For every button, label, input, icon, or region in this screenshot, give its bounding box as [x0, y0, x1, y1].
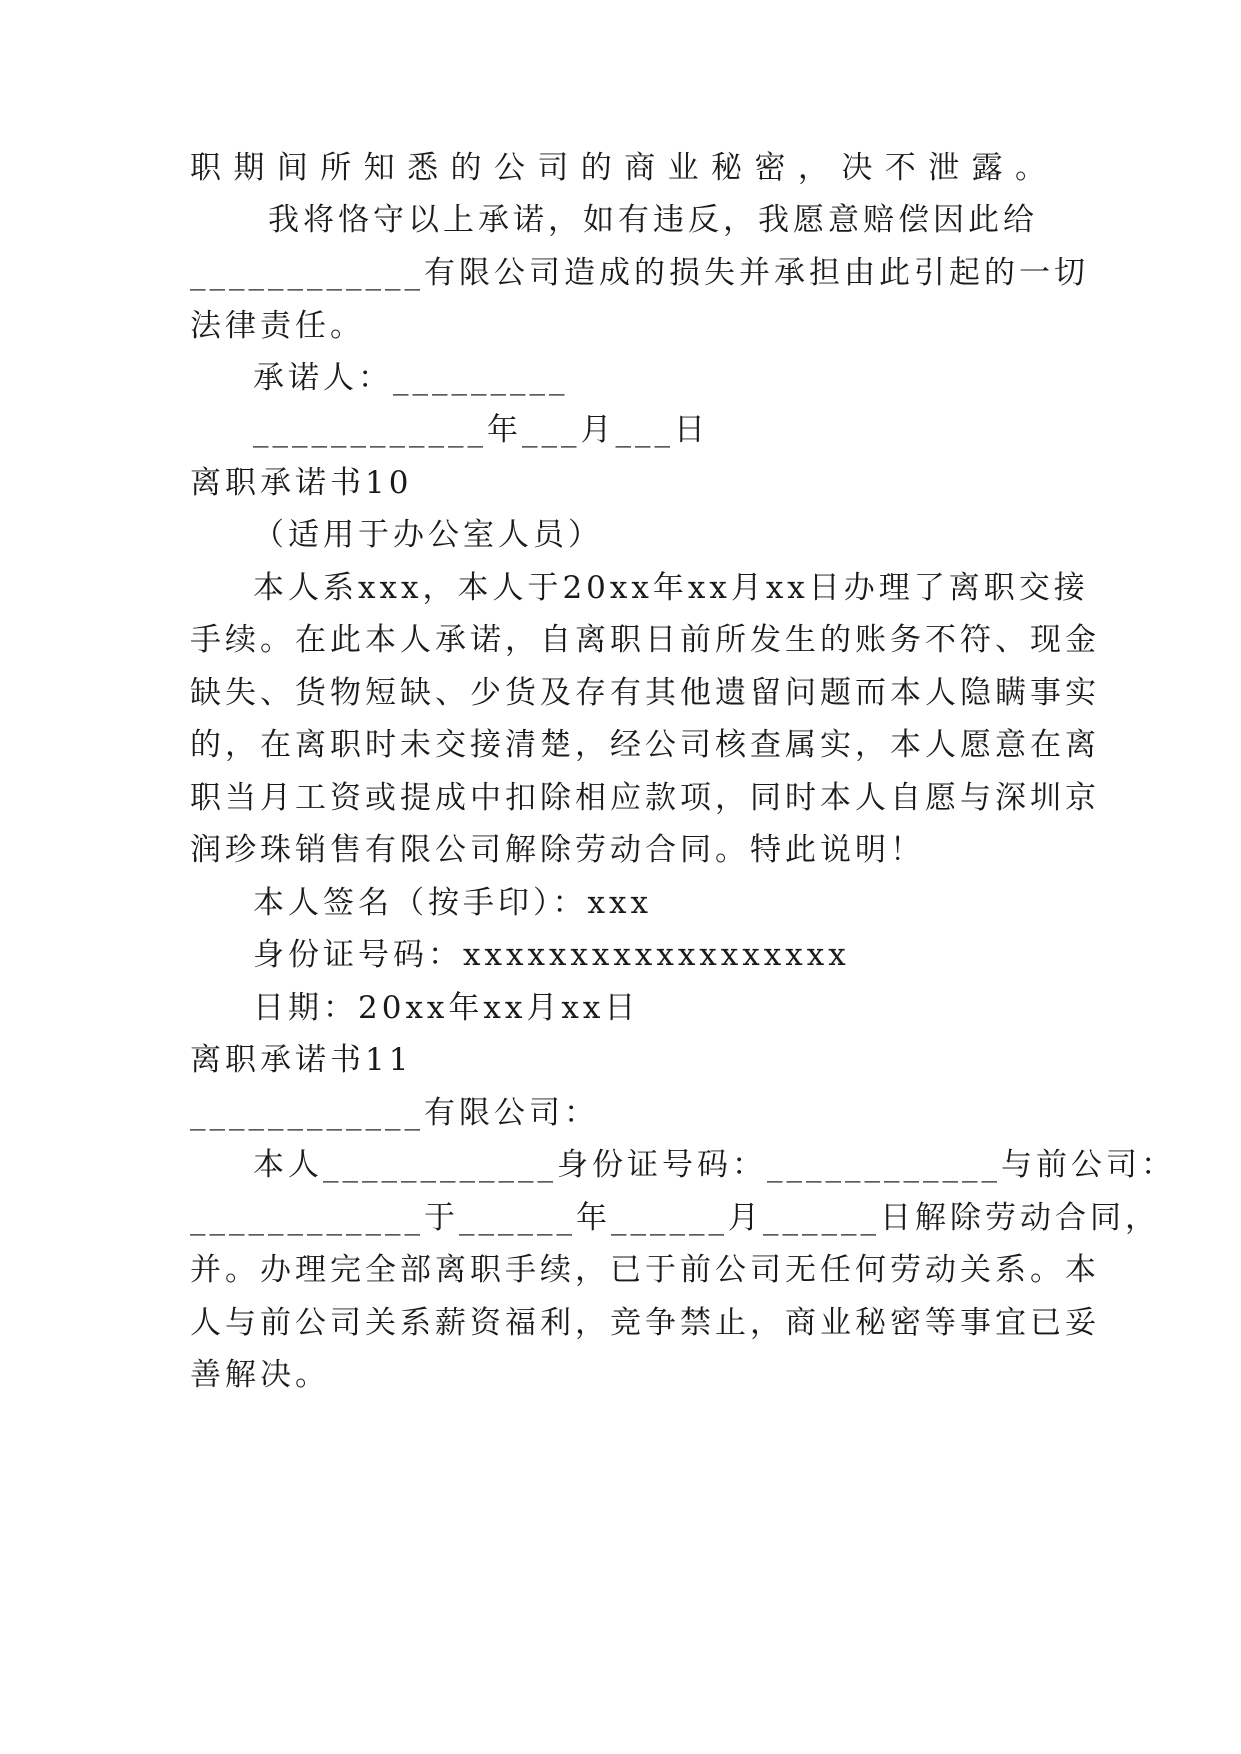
paragraph-line: 职当月工资或提成中扣除相应款项，同时本人自愿与深圳京 [190, 780, 1100, 816]
paragraph-line: 并。办理完全部离职手续，已于前公司无任何劳动关系。本 [190, 1252, 1100, 1288]
paragraph-line: 职期间所知悉的公司的商业秘密，决不泄露。 [190, 150, 1050, 186]
section-title: 离职承诺书11 [190, 1042, 413, 1078]
paragraph-line: 本人系xxx，本人于20xx年xx月xx日办理了离职交接 [253, 570, 1089, 606]
id-number-line: 身份证号码：xxxxxxxxxxxxxxxxxx [253, 937, 850, 973]
paragraph-line: 善解决。 [190, 1357, 330, 1393]
signer-line: 承诺人：_________ [253, 360, 569, 396]
paragraph-line: 的，在离职时未交接清楚，经公司核查属实，本人愿意在离 [190, 727, 1100, 763]
addressee-line: ____________有限公司： [190, 1095, 599, 1131]
date-line: ____________年___月___日 [253, 412, 709, 448]
paragraph-line: 法律责任。 [190, 308, 365, 344]
paragraph-line: 缺失、货物短缺、少货及存有其他遗留问题而本人隐瞒事实 [190, 675, 1100, 711]
signature-line: 本人签名（按手印）：xxx [253, 885, 652, 921]
date-line: 日期：20xx年xx月xx日 [253, 990, 640, 1026]
paragraph-line: 润珍珠销售有限公司解除劳动合同。特此说明！ [190, 832, 925, 868]
section-title: 离职承诺书10 [190, 465, 413, 501]
paragraph-line: 本人____________身份证号码：____________与前公司： [253, 1147, 1176, 1183]
paragraph-line: ____________有限公司造成的损失并承担由此引起的一切 [190, 255, 1089, 291]
paragraph-line: 手续。在此本人承诺，自离职日前所发生的账务不符、现金 [190, 622, 1100, 658]
paragraph-line: 我将恪守以上承诺，如有违反，我愿意赔偿因此给 [268, 202, 1038, 238]
section-subtitle: （适用于办公室人员） [253, 517, 603, 553]
paragraph-line: 人与前公司关系薪资福利，竞争禁止，商业秘密等事宜已妥 [190, 1305, 1100, 1341]
paragraph-line: ____________于______年______月______日解除劳动合同， [190, 1200, 1160, 1236]
